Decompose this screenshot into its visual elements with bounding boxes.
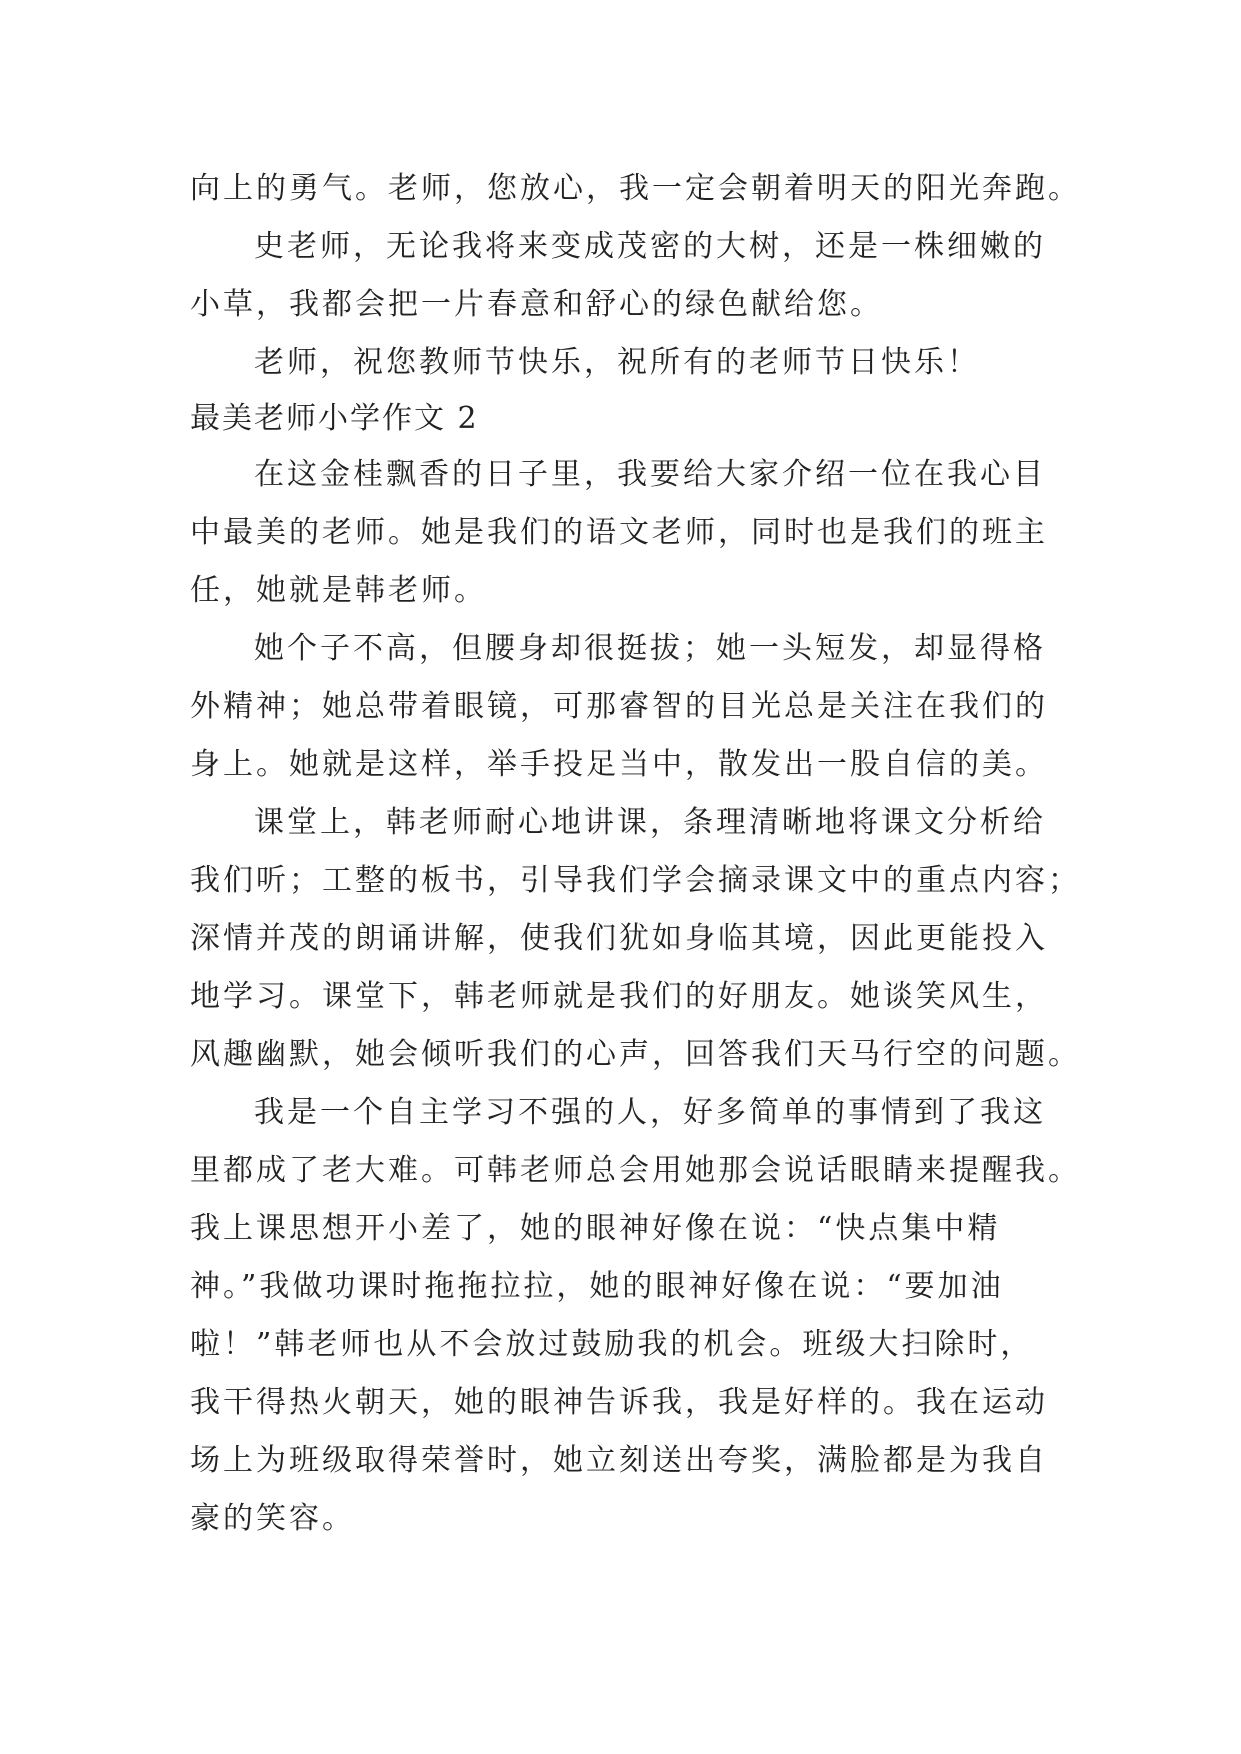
text-line: 神。”我做功课时拖拖拉拉，她的眼神好像在说：“要加油: [190, 1269, 1004, 1304]
text-line: 老师，祝您教师节快乐，祝所有的老师节日快乐！: [254, 345, 980, 380]
text-line: 在这金桂飘香的日子里，我要给大家介绍一位在我心目: [254, 457, 1046, 492]
paragraph-encouragement: [190, 1084, 1081, 1548]
text-line: 豪的笑容。: [190, 1501, 355, 1536]
text-line: 地学习。课堂下，韩老师就是我们的好朋友。她谈笑风生，: [190, 979, 1048, 1014]
text-line: 我们听；工整的板书，引导我们学会摘录课文中的重点内容；: [190, 863, 1081, 898]
text-line: 史老师，无论我将来变成茂密的大树，还是一株细嫩的: [254, 229, 1046, 264]
document-body: [190, 160, 1081, 1548]
text-line: 我干得热火朝天，她的眼神告诉我，我是好样的。我在运动: [190, 1385, 1048, 1420]
paragraph-greeting: [190, 334, 1060, 392]
text-line: 身上。她就是这样，举手投足当中，散发出一股自信的美。: [190, 747, 1048, 782]
text-line: 场上为班级取得荣誉时，她立刻送出夸奖，满脸都是为我自: [190, 1443, 1048, 1478]
text-line: 我是一个自主学习不强的人，好多简单的事情到了我这: [254, 1095, 1046, 1130]
text-line: 我上课思想开小差了，她的眼神好像在说：“快点集中精: [190, 1211, 1001, 1246]
paragraph-classroom: [190, 794, 1081, 1084]
paragraph-intro: [190, 446, 1060, 620]
text-line: 她个子不高，但腰身却很挺拔；她一头短发，却显得格: [254, 631, 1046, 666]
text-line: 外精神；她总带着眼镜，可那睿智的目光总是关注在我们的: [190, 689, 1048, 724]
paragraph-continuation: [190, 160, 1081, 218]
text-line: 风趣幽默，她会倾听我们的心声，回答我们天马行空的问题。: [190, 1037, 1081, 1072]
text-line: 深情并茂的朗诵讲解，使我们犹如身临其境，因此更能投入: [190, 921, 1048, 956]
text-line: 里都成了老大难。可韩老师总会用她那会说话眼睛来提醒我。: [190, 1153, 1081, 1188]
text-line: 课堂上，韩老师耐心地讲课，条理清晰地将课文分析给: [254, 805, 1046, 840]
text-line: 中最美的老师。她是我们的语文老师，同时也是我们的班主: [190, 515, 1048, 550]
section-title: 最美老师小学作文 2: [190, 401, 479, 436]
text-line: 向上的勇气。老师，您放心，我一定会朝着明天的阳光奔跑。: [190, 171, 1081, 206]
paragraph-appearance: [190, 620, 1060, 794]
text-line: 小草，我都会把一片春意和舒心的绿色献给您。: [190, 287, 883, 322]
text-line: 啦！”韩老师也从不会放过鼓励我的机会。班级大扫除时，: [190, 1327, 1034, 1362]
paragraph-shi-teacher: [190, 218, 1060, 334]
text-line: 任，她就是韩老师。: [190, 573, 487, 608]
